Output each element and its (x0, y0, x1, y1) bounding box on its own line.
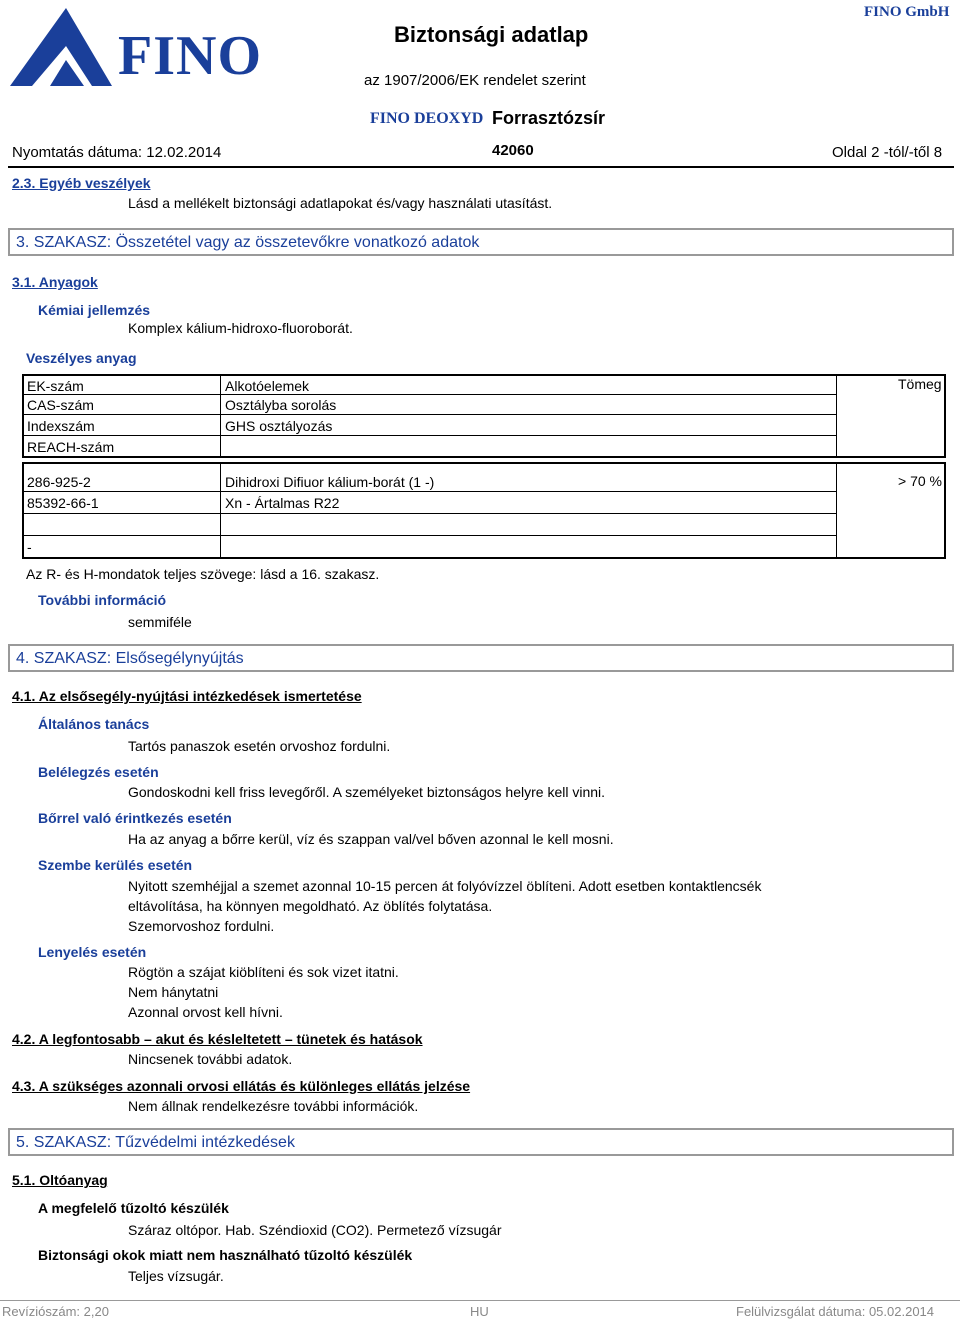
section-5-title-bar (8, 1128, 954, 1156)
header-index: Indexszám (27, 418, 95, 434)
more-info-value: semmiféle (128, 614, 192, 630)
section-3-title: 3. SZAKASZ: Összetétel vagy az összetevőkre vonatkozó adatok (16, 234, 480, 251)
row-component-name: Dihidroxi Difiuor kálium-borát (1 -) (225, 474, 435, 490)
ingestion-text-3: Azonnal orvost kell hívni. (128, 1004, 283, 1020)
company-name: FINO GmbH (864, 4, 950, 20)
eye-contact-label: Szembe kerülés esetén (38, 857, 193, 873)
print-date: Nyomtatás dátuma: 12.02.2014 (12, 144, 222, 161)
skin-contact-label: Bőrrel való érintkezés esetén (38, 810, 232, 826)
chem-label: Kémiai jellemzés (38, 302, 151, 318)
product-number: 42060 (492, 142, 534, 159)
revision-number: Revíziószám: 2,20 (2, 1304, 109, 1319)
r-h-note: Az R- és H-mondatok teljes szövege: lásd a 16. szakasz. (26, 566, 380, 582)
header-mass: Tömeg (898, 376, 942, 392)
unsuitable-media-label: Biztonsági okok miatt nem használható tűzoltó készülék (38, 1247, 413, 1263)
inhalation-text: Gondoskodni kell friss levegőről. A személyeket biztonságos helyre kell vinni. (128, 784, 606, 800)
language-code: HU (470, 1304, 489, 1319)
general-advice-label: Általános tanács (38, 716, 150, 732)
header-reach: REACH-szám (27, 439, 115, 455)
section-2-3-text: Lásd a mellékelt biztonsági adatlapokat és/vagy használati utasítást. (128, 195, 553, 211)
header-ghs: GHS osztályozás (225, 418, 333, 434)
section-2-3-heading: 2.3. Egyéb veszélyek (12, 175, 151, 191)
header-components: Alkotóelemek (225, 378, 310, 394)
suitable-media-label: A megfelelő tűzoltó készülék (38, 1200, 229, 1216)
skin-contact-text: Ha az anyag a bőrre kerül, víz és szappan val/vel bőven azonnal le kell mosni. (128, 831, 614, 847)
header-classification: Osztályba sorolás (225, 397, 337, 413)
row-cas-number: 85392-66-1 (27, 495, 99, 511)
suitable-media-text: Száraz oltópor. Hab. Széndioxid (CO2). Permetező vízsugár (128, 1222, 502, 1238)
page-number: Oldal 2 -tól/-től 8 (832, 144, 943, 161)
row-mass: > 70 % (898, 473, 942, 489)
document-title: Biztonsági adatlap (394, 22, 589, 47)
eye-contact-text-1: Nyitott szemhéjjal a szemet azonnal 10-15 percen át folyóvízzel öblíteni. Adott esetben kontaktlencsék (128, 878, 762, 894)
general-advice-text: Tartós panaszok esetén orvoshoz fordulni. (128, 738, 391, 754)
section-4-title-bar (8, 644, 954, 672)
section-3-1-heading: 3.1. Anyagok (12, 274, 98, 290)
section-5-1-heading: 5.1. Oltóanyag (12, 1172, 108, 1188)
section-4-title: 4. SZAKASZ: Elsősegélynyújtás (16, 650, 244, 667)
header-ek: EK-szám (27, 378, 84, 394)
section-4-1-heading: 4.1. Az elsősegély-nyújtási intézkedések ismertetése (12, 688, 362, 704)
section-5-title: 5. SZAKASZ: Tűzvédelmi intézkedések (16, 1134, 295, 1151)
header-divider (8, 166, 954, 168)
footer-divider (0, 1300, 960, 1301)
section-4-3-text: Nem állnak rendelkezésre további információk. (128, 1098, 419, 1114)
header-cas: CAS-szám (27, 397, 94, 413)
row-ek-number: 286-925-2 (27, 474, 91, 490)
inhalation-label: Belélegzés esetén (38, 764, 159, 780)
review-date: Felülvizsgálat dátuma: 05.02.2014 (736, 1304, 935, 1319)
ingestion-text-1: Rögtön a szájat kiöblíteni és sok vizet itatni. (128, 964, 399, 980)
row-reach: - (27, 539, 32, 555)
ingestion-label: Lenyelés esetén (38, 944, 147, 960)
eye-contact-text-3: Szemorvoshoz fordulni. (128, 918, 275, 934)
ingestion-text-2: Nem hánytatni (128, 984, 219, 1000)
section-4-2-text: Nincsenek további adatok. (128, 1051, 293, 1067)
section-3-title-bar (8, 228, 954, 256)
product-brand: FINO DEOXYD (370, 110, 484, 127)
eye-contact-text-2: eltávolítása, ha könnyen megoldható. Az öblítés folytatása. (128, 898, 493, 914)
chem-value: Komplex kálium-hidroxo-fluoroborát. (128, 320, 353, 336)
logo-text: FINO (118, 25, 262, 87)
section-4-3-heading: 4.3. A szükséges azonnali orvosi ellátás és különleges ellátás jelzése (12, 1078, 471, 1094)
section-4-2-heading: 4.2. A legfontosabb – akut és késleltetett – tünetek és hatások (12, 1031, 423, 1047)
hazardous-label: Veszélyes anyag (26, 350, 137, 366)
regulation: az 1907/2006/EK rendelet szerint (364, 72, 586, 89)
row-classification: Xn - Ártalmas R22 (225, 495, 340, 511)
more-info-label: További információ (38, 592, 167, 608)
company-logo (6, 2, 262, 88)
product-name: Forrasztózsír (492, 108, 606, 128)
unsuitable-media-text: Teljes vízsugár. (128, 1268, 224, 1284)
